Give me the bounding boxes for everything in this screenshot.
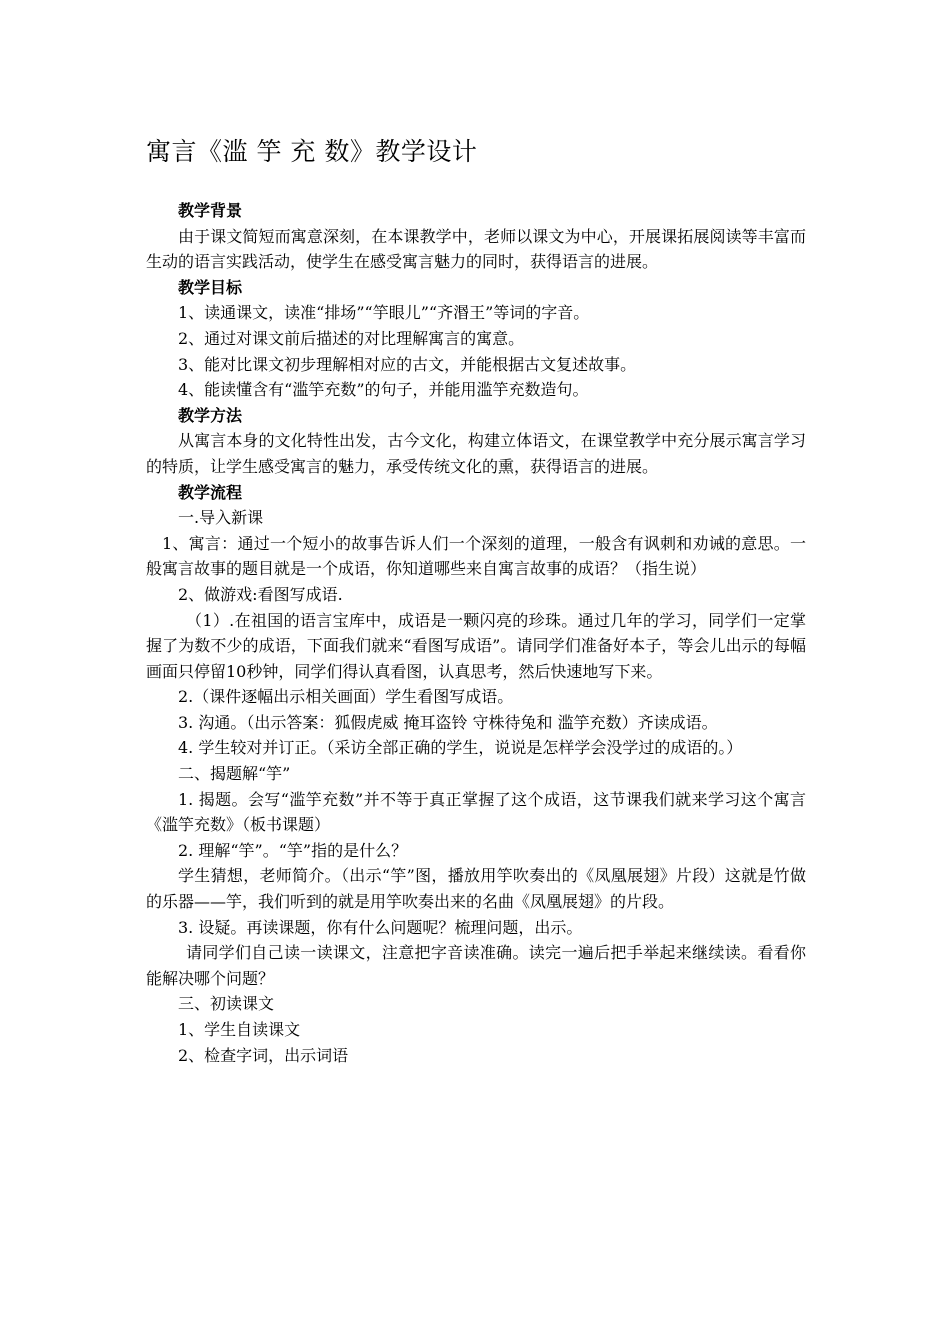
paragraph-reveal-1: 1. 揭题。会写“滥竽充数”并不等于真正掌握了这个成语，这节课我们就来学习这个寓言《滥竽充数》（板书课题） xyxy=(146,789,806,835)
goal-item: 2、通过对课文前后描述的对比理解寓言的寓意。 xyxy=(178,328,525,348)
paragraph-reveal-3: 3. 设疑。再读课题，你有什么问题呢？梳理问题，出示。 xyxy=(178,917,583,937)
paragraph-intro-2-3: 3. 沟通。（出示答案：狐假虎威 掩耳盗铃 守株待兔和 滥竽充数）齐读成语。 xyxy=(178,712,718,732)
paragraph-reveal-2-text: 学生猜想，老师简介。（出示“竽”图，播放用竽吹奏出的《凤凰展翅》片段）这就是竹做的乐器——竽，我们听到的就是用竽吹奏出来的名曲《凤凰展翅》的片段。 xyxy=(146,866,806,912)
paragraph-reveal-2: 2. 理解“竽”。“竽”指的是什么？ xyxy=(178,840,408,860)
subheading-first-read: 三、初读课文 xyxy=(178,994,275,1014)
paragraph-first-read-1: 1、学生自读课文 xyxy=(178,1020,301,1039)
subheading-intro: 一.导入新课 xyxy=(178,508,264,528)
paragraph-first-read-2: 2、检查字词，出示词语 xyxy=(178,1045,349,1065)
paragraph-method: 从寓言本身的文化特性出发，古今文化，构建立体语文，在课堂教学中充分展示寓言学习的特质，让学生感受寓言的魅力，承受传统文化的熏，获得语言的进展。 xyxy=(146,431,806,476)
section-heading-process: 教学流程 xyxy=(178,482,243,502)
paragraph-intro-1: 1、寓言：通过一个短小的故事告诉人们一个深刻的道理，一般含有讽刺和劝诫的意思。一般寓言故事的题目就是一个成语，你知道哪些来自寓言故事的成语？（指生说） xyxy=(146,533,806,579)
section-heading-background: 教学背景 xyxy=(178,201,243,220)
paragraph-reveal-3-text: 请同学们自己读一读课文，注意把字音读准确。读完一遍后把手举起来继续读。看看你能解决哪个问题？ xyxy=(146,943,806,988)
paragraph-intro-2: 2、做游戏:看图写成语. xyxy=(178,584,343,604)
paragraph-intro-2-1: （1）.在祖国的语言宝库中，成语是一颗闪亮的珍珠。通过几年的学习，同学们一定掌握了为数不少的成语，下面我们就来“看图写成语”。请同学们准备好本子，等会儿出示的每幅画面只停留10秒钟，同学们得认真看图，认真思考，然后快速地写下来。 xyxy=(146,610,806,681)
document-body xyxy=(146,198,806,1068)
section-heading-method: 教学方法 xyxy=(178,405,243,425)
goal-item: 1、读通课文，读准“排场”“竽眼儿”“齐湣王”等词的字音。 xyxy=(178,303,590,323)
subheading-title-reveal: 二、揭题解“竽” xyxy=(178,764,291,784)
section-heading-goals: 教学目标 xyxy=(178,277,243,297)
paragraph-intro-2-2: 2.（课件逐幅出示相关画面）学生看图写成语。 xyxy=(178,687,514,707)
paragraph-background: 由于课文简短而寓意深刻，在本课教学中，老师以课文为中心，开展课拓展阅读等丰富而生动的语言实践活动，使学生在感受寓言魅力的同时，获得语言的进展。 xyxy=(146,226,806,272)
goal-item: 3、能对比课文初步理解相对应的古文，并能根据古文复述故事。 xyxy=(178,354,637,374)
paragraph-intro-2-4: 4. 学生较对并订正。（采访全部正确的学生，说说是怎样学会没学过的成语的。） xyxy=(178,738,743,758)
document-title: 寓言《滥 竽 充 数》教学设计 xyxy=(146,137,478,166)
goal-item: 4、能读懂含有“滥竽充数”的句子，并能用滥竽充数造句。 xyxy=(178,380,589,400)
